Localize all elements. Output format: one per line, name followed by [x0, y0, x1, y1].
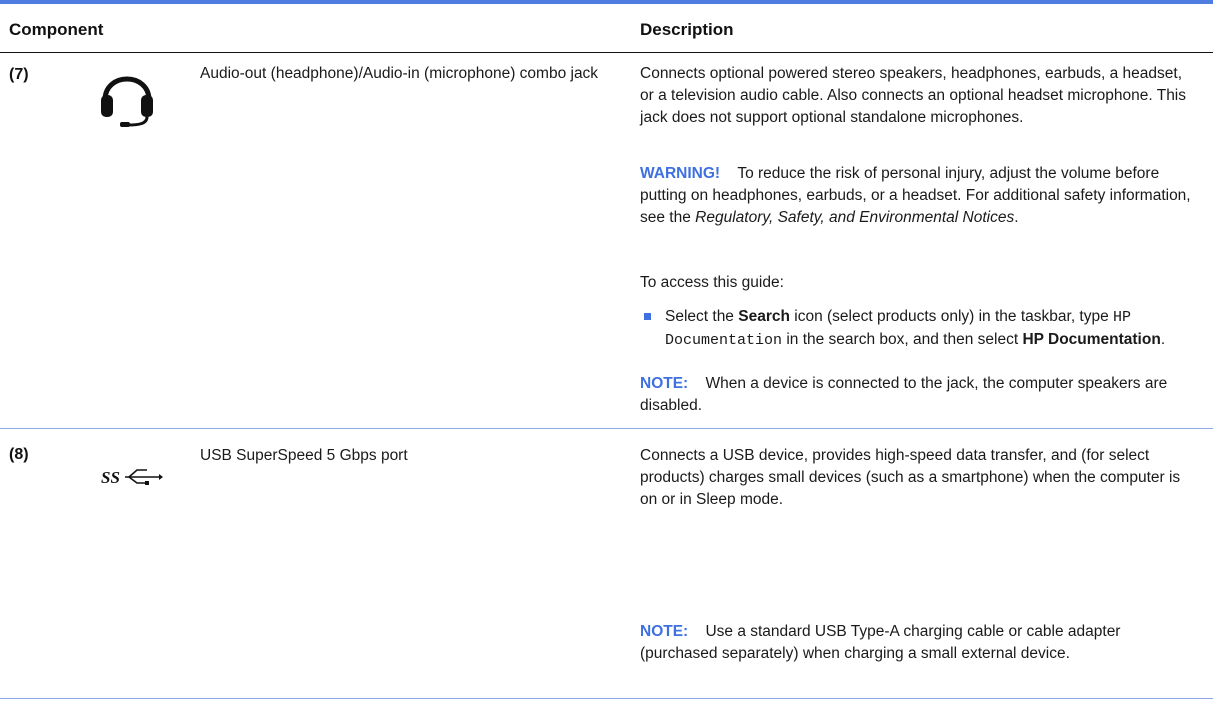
note-label: NOTE: — [640, 623, 689, 640]
bullet-marker — [640, 313, 654, 320]
header-component: Component — [9, 20, 104, 39]
component-description: Connects optional powered stereo speakers, headphones, earbuds, a headset, or a television audio cable. Also connects an optional headset microphone. This jack does not support optional standalone microphones. — [640, 65, 1187, 126]
header-rule — [0, 52, 1213, 53]
row-divider — [0, 428, 1213, 429]
component-name: Audio-out (headphone)/Audio-in (microphone) combo jack — [200, 65, 599, 82]
note-label: NOTE: — [640, 375, 689, 392]
component-description: Connects a USB device, provides high-speed data transfer, and (for select products) charges small devices (such as a smartphone) when the computer is on or in Sleep mode. — [640, 447, 1181, 508]
component-name: USB SuperSpeed 5 Gbps port — [200, 447, 408, 464]
svg-text:SS: SS — [101, 468, 120, 487]
bullet-text: Select the Search icon (select products only) in the taskbar, type HP Documentation in the search box, and then select HP Documentation. — [665, 308, 1166, 349]
row-divider — [0, 698, 1213, 699]
code-text: HP Documentation — [665, 309, 1132, 349]
row-number: (7) — [9, 66, 29, 83]
headphone-icon — [98, 62, 156, 128]
row-number: (8) — [9, 446, 29, 463]
warning-label: WARNING! — [640, 165, 721, 182]
note-block: NOTE: Use a standard USB Type-A charging cable or cable adapter (purchased separately) when charging a small external device. — [640, 623, 1121, 662]
warning-block: WARNING! To reduce the risk of personal injury, adjust the volume before putting on headphones, earbuds, or a headset. For additional safety information, see the Regulatory, Safety, and Environmental Notices. — [640, 165, 1191, 226]
usb-superspeed-icon — [101, 466, 163, 488]
header-description: Description — [640, 20, 734, 39]
access-intro: To access this guide: — [640, 274, 784, 291]
note-block: NOTE: When a device is connected to the jack, the computer speakers are disabled. — [640, 375, 1168, 414]
top-accent-bar — [0, 0, 1213, 4]
regulatory-title: Regulatory, Safety, and Environmental Notices — [695, 209, 1015, 226]
